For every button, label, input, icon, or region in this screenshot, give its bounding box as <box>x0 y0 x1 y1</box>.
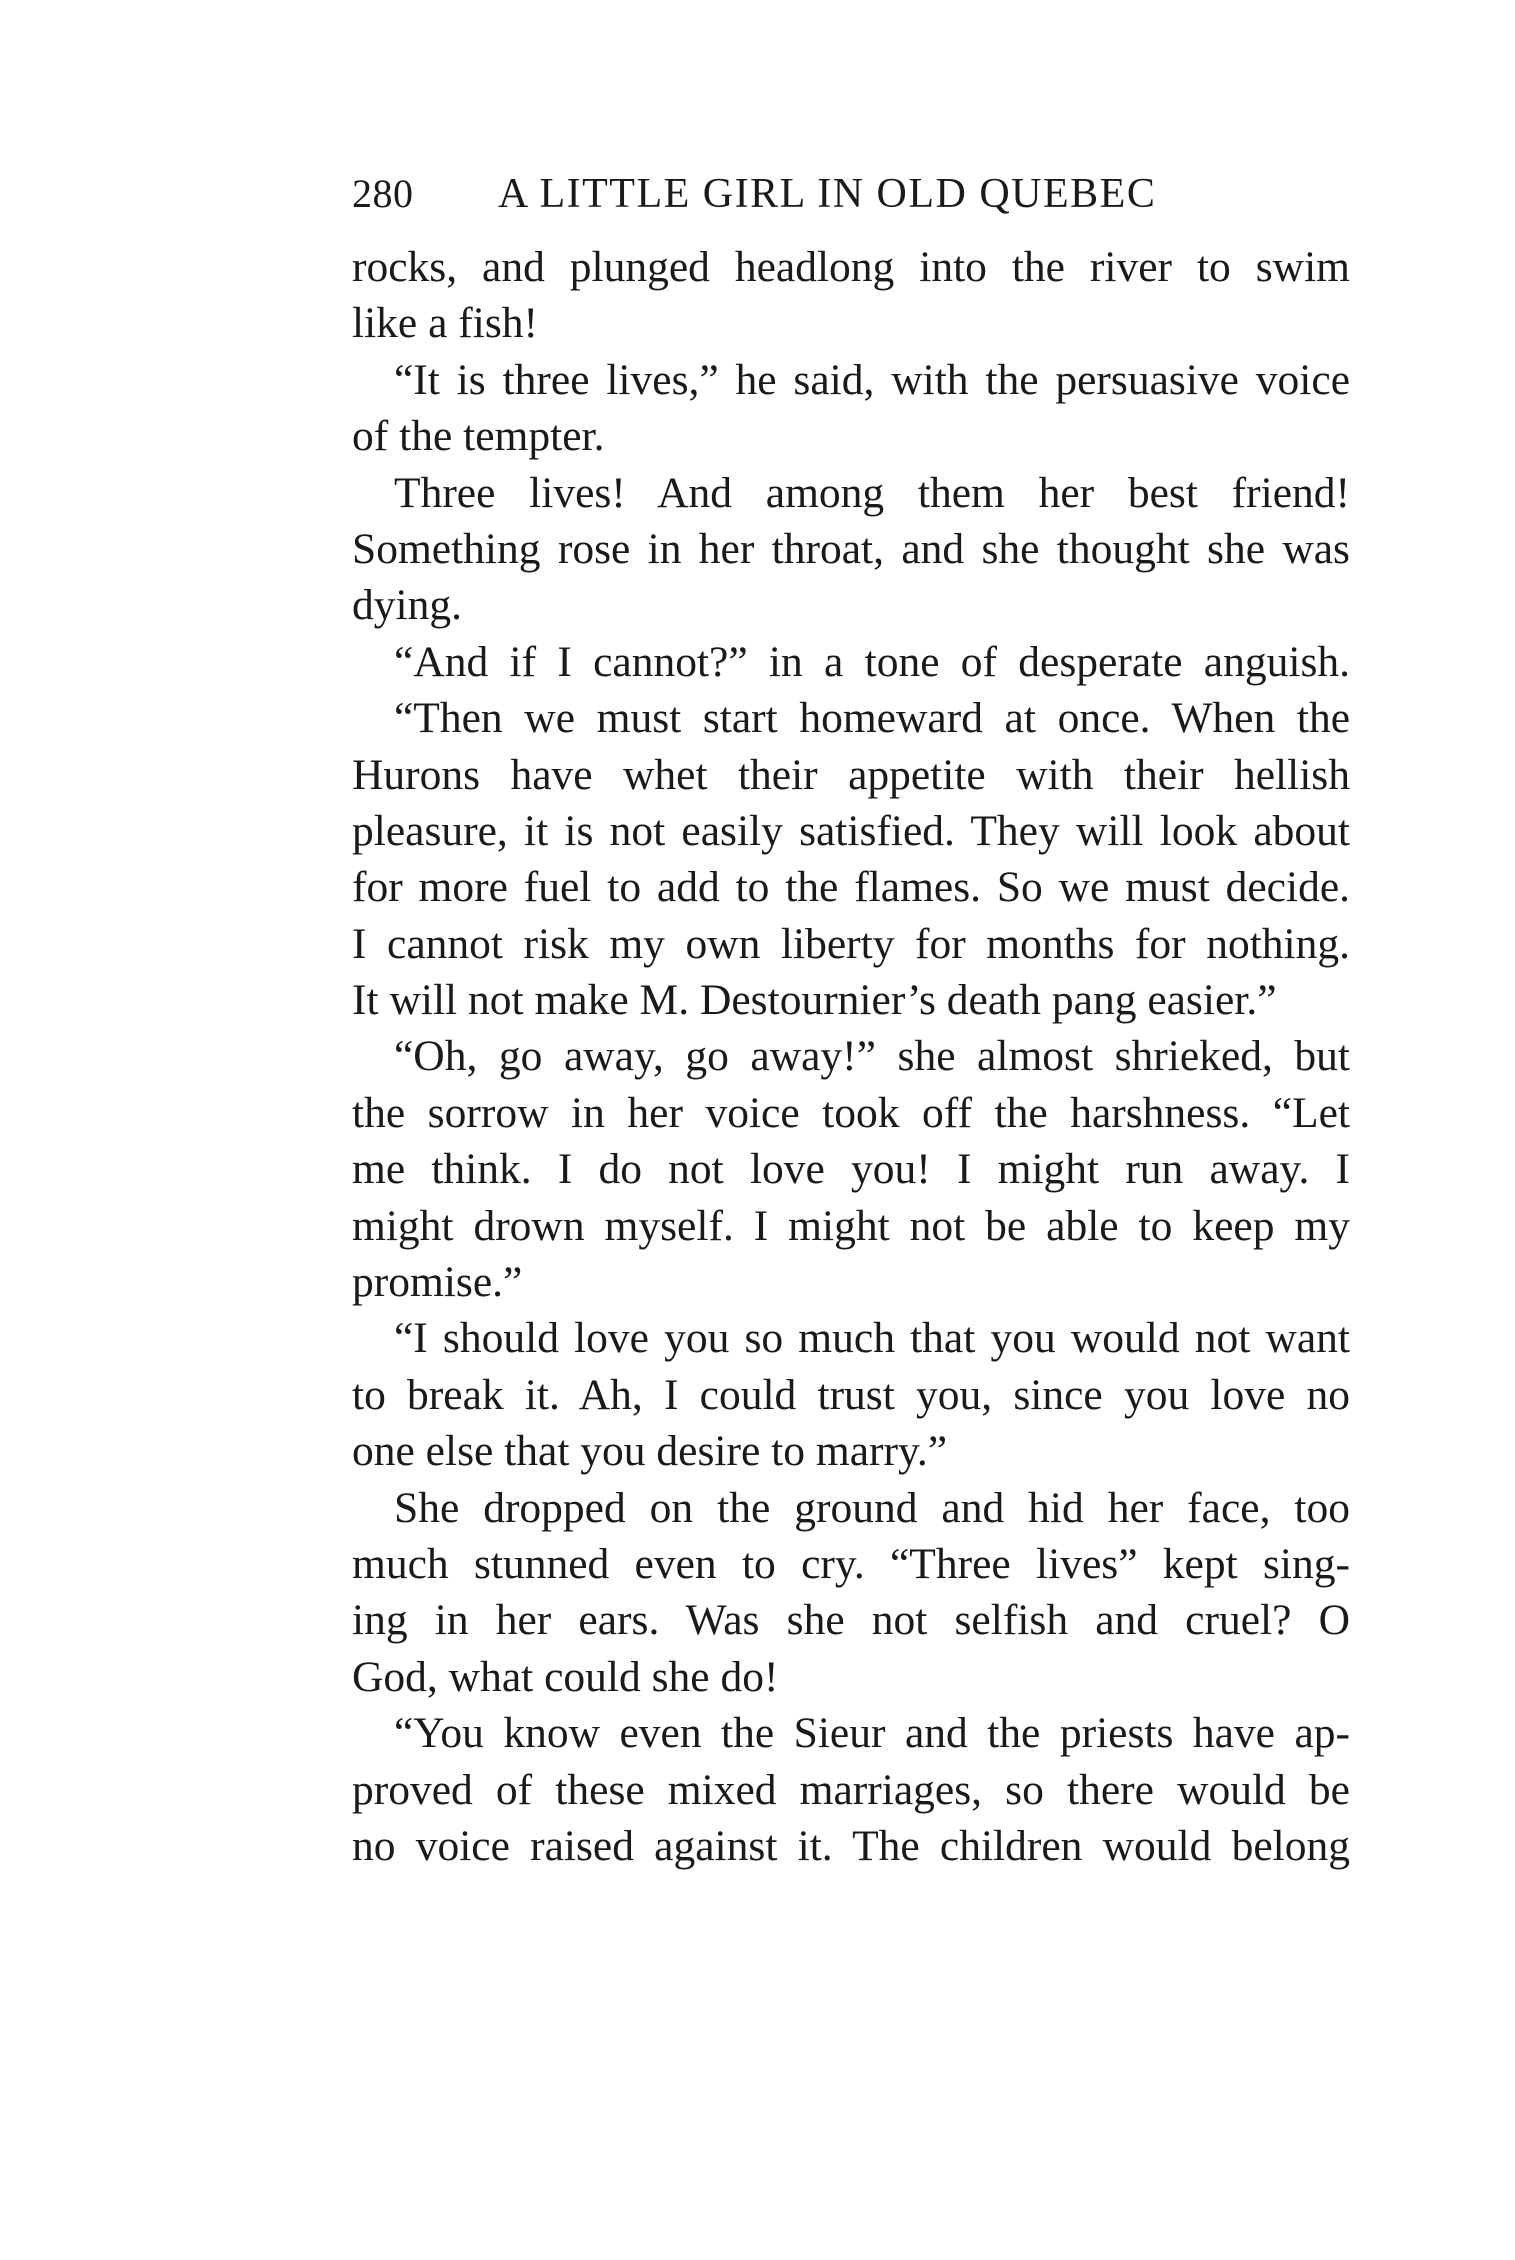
text-line: I cannot risk my own liberty for months for nothing. <box>352 919 1350 968</box>
text-line: rocks, and plunged headlong into the river to swim <box>352 243 1350 291</box>
text-line: to break it. Ah, I could trust you, since you love no <box>352 1370 1350 1419</box>
text-line: one else that you desire to marry.” <box>352 1427 948 1476</box>
text-line: much stunned even to cry. “Three lives” kept sing- <box>352 1539 1350 1588</box>
text-line: “You know even the Sieur and the priests have ap- <box>394 1709 1350 1758</box>
body-text <box>352 239 1350 1874</box>
text-line: dying. <box>352 581 462 630</box>
text-line: It will not make M. Destournier’s death pang easier.” <box>352 976 1277 1025</box>
text-line: might drown myself. I might not be able to keep my <box>352 1201 1350 1250</box>
text-line: like a fish! <box>352 299 539 348</box>
text-line: promise.” <box>352 1258 523 1307</box>
text-line: pleasure, it is not easily satisfied. They will look about <box>352 806 1350 855</box>
text-line: “I should love you so much that you would not want <box>394 1314 1350 1363</box>
text-line: for more fuel to add to the flames. So we must decide. <box>352 863 1350 912</box>
running-head <box>352 164 1352 224</box>
text-line: “Then we must start homeward at once. When the <box>394 694 1350 743</box>
text-line: “Oh, go away, go away!” she almost shrieked, but <box>394 1032 1350 1081</box>
text-line: “And if I cannot?” in a tone of desperate anguish. <box>394 637 1350 686</box>
page-number: 280 <box>352 171 414 216</box>
text-line: Something rose in her throat, and she thought she was <box>352 524 1350 573</box>
text-line: no voice raised against it. The children would belong <box>352 1821 1350 1870</box>
text-line: proved of these mixed marriages, so there would be <box>352 1765 1350 1814</box>
text-line: God, what could she do! <box>352 1652 779 1701</box>
text-line: me think. I do not love you! I might run away. I <box>352 1145 1350 1194</box>
text-line: ing in her ears. Was she not selfish and cruel? O <box>352 1596 1350 1645</box>
text-line: Hurons have whet their appetite with their hellish <box>352 750 1350 799</box>
text-line: She dropped on the ground and hid her face, too <box>394 1483 1350 1532</box>
running-title: A LITTLE GIRL IN OLD QUEBEC <box>498 171 1157 217</box>
text-line: Three lives! And among them her best friend! <box>394 468 1350 517</box>
text-line: “It is three lives,” he said, with the persuasive voice <box>394 355 1350 404</box>
text-line: the sorrow in her voice took off the harshness. “Let <box>352 1088 1350 1137</box>
text-line: of the tempter. <box>352 412 605 461</box>
